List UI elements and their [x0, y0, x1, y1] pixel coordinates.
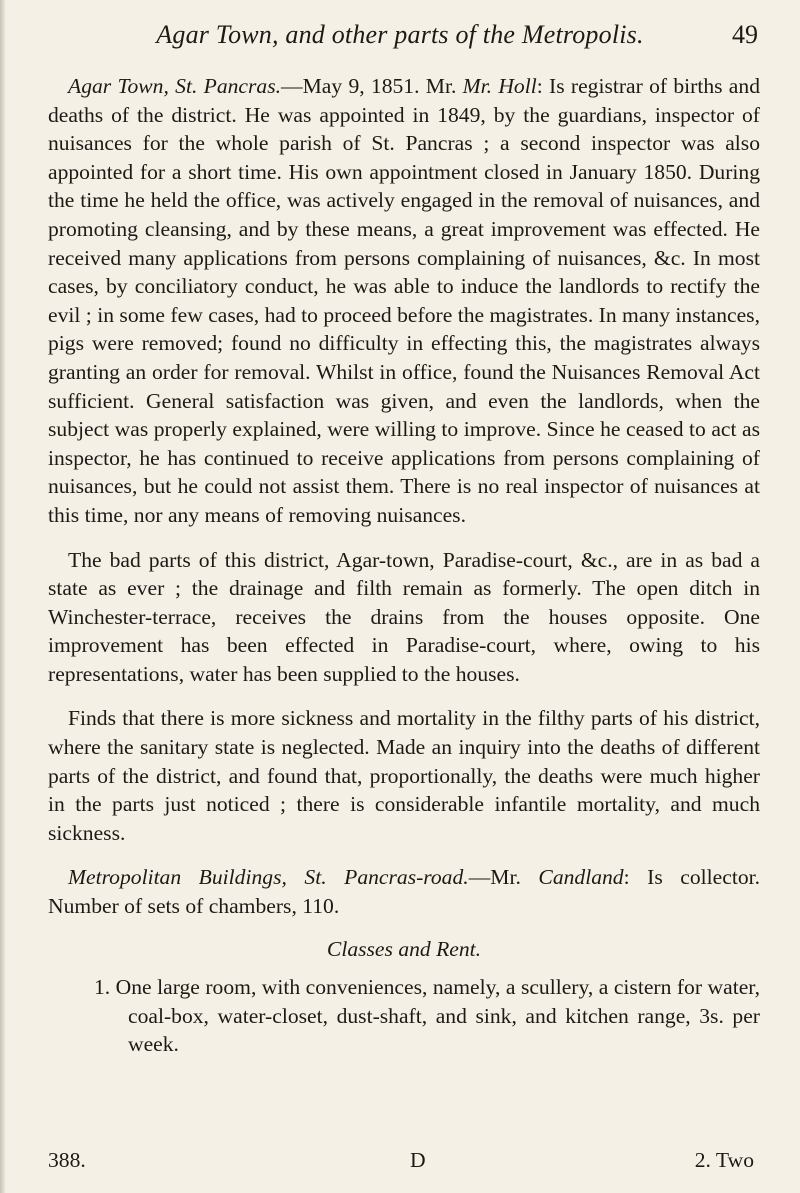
- page-footer: [48, 1148, 760, 1182]
- section-heading: Classes and Rent.: [326, 936, 482, 961]
- list-item: 1. One large room, with conveniences, namely, a scullery, a cistern for water, coal-box, water-closet, dust-shaft, and sink, and kitchen range, 3s. per week.: [94, 975, 760, 1057]
- paragraph-gap: [48, 530, 760, 546]
- entry2-witness: Candland: [538, 865, 624, 890]
- footer-number: 388.: [48, 1148, 86, 1172]
- entry2-text: : Is collector. Number of sets of chambers, 110.: [48, 865, 761, 919]
- paragraph-agar-town: Agar Town, St. Pancras.—May 9, 1851. Mr. Mr. Holl: Is registrar of births and deaths of the district. He was appointed in 1849, by the guardians, inspector of nuisances for the whole parish of St. Pancras ; a second inspector was also appointed for a short time. His own appointment closed in January 1850. During the time he held the office, was actively engaged in the removal of nuisances, and promoting cleansing, and by these means, a great improvement was effected. He received many applications from persons complaining of nuisances, &c. In most cases, by conciliatory conduct, he was able to induce the landlords to rectify the evil ; in some few cases, had to proceed before the magistrates. In many instances, pigs were removed; found no difficulty in effecting this, the magistrates always granting an order for removal. Whilst in office, found the Nuisances Removal Act sufficient. General satisfaction was given, and even the landlords, when the subject was properly explained, were willing to improve. Since he ceased to act as inspector, he has continued to receive applications from persons complaining of nuisances, but he could not assist them. There is no real inspector of nuisances at this time, nor any means of removing nuisances.: [48, 74, 760, 527]
- entry2-dash: —Mr.: [468, 865, 539, 890]
- paragraph-gap: [48, 847, 760, 863]
- signature-mark: D: [410, 1148, 426, 1172]
- entry-text: : Is registrar of births and deaths of the district. He was appointed in 1849, by the guardians, inspector of nuisances for the whole parish of St. Pancras ; a second inspector was also appointed for a short time. His own appointment closed in January 1850. During the time he held the office, was actively engaged in the removal of nuisances, and promoting cleansing, and by these means, a great improvement was effected. He received many applications from persons complaining of nuisances, &c. In most cases, by conciliatory conduct, he was able to induce the landlords to rectify the evil ; in some few cases, had to proceed before the magistrates. In many instances, pigs were removed; found no difficulty in effecting this, the magistrates always granting an order for removal. Whilst in office, found the Nuisances Removal Act sufficient. General satisfaction was given, and even the landlords, when the subject was properly explained, were willing to improve. Since he ceased to act as inspector, he has continued to receive applications from persons complaining of nuisances, but he could not assist them. There is no real inspector of nuisances at this time, nor any means of removing nuisances.: [48, 74, 760, 527]
- paragraph-bad-parts: The bad parts of this district, Agar-town, Paradise-court, &c., are in as bad a state as ever ; the drainage and filth remain as formerly. The open ditch in Winchester-terrace, receives the drains from the houses opposite. One improvement has been effected in Paradise-court, where, owing to his representations, water has been supplied to the houses.: [48, 547, 760, 686]
- entry-place: Agar Town, St. Pancras.: [68, 74, 281, 98]
- entry2-place: Metropolitan Buildings, St. Pancras-road.: [68, 865, 469, 890]
- paragraph-gap: [48, 688, 760, 704]
- page-number: 49: [732, 20, 758, 49]
- paragraph-metropolitan-buildings: [48, 863, 760, 920]
- binding-edge: [0, 0, 6, 1193]
- catchword: 2. Two: [694, 1148, 754, 1172]
- witness-name: Mr. Holl: [462, 74, 537, 98]
- running-title: Agar Town, and other parts of the Metropolis.: [156, 20, 644, 49]
- body-text: [48, 72, 760, 1059]
- entry-date: —May 9, 1851.: [281, 74, 420, 98]
- paragraph-sickness: Finds that there is more sickness and mortality in the filthy parts of his district, where the sanitary state is neglected. Made an inquiry into the deaths of different parts of the district, and found that, proportionally, the deaths were much higher in the parts just noticed ; there is considerable infantile mortality, and much sickness.: [48, 706, 760, 845]
